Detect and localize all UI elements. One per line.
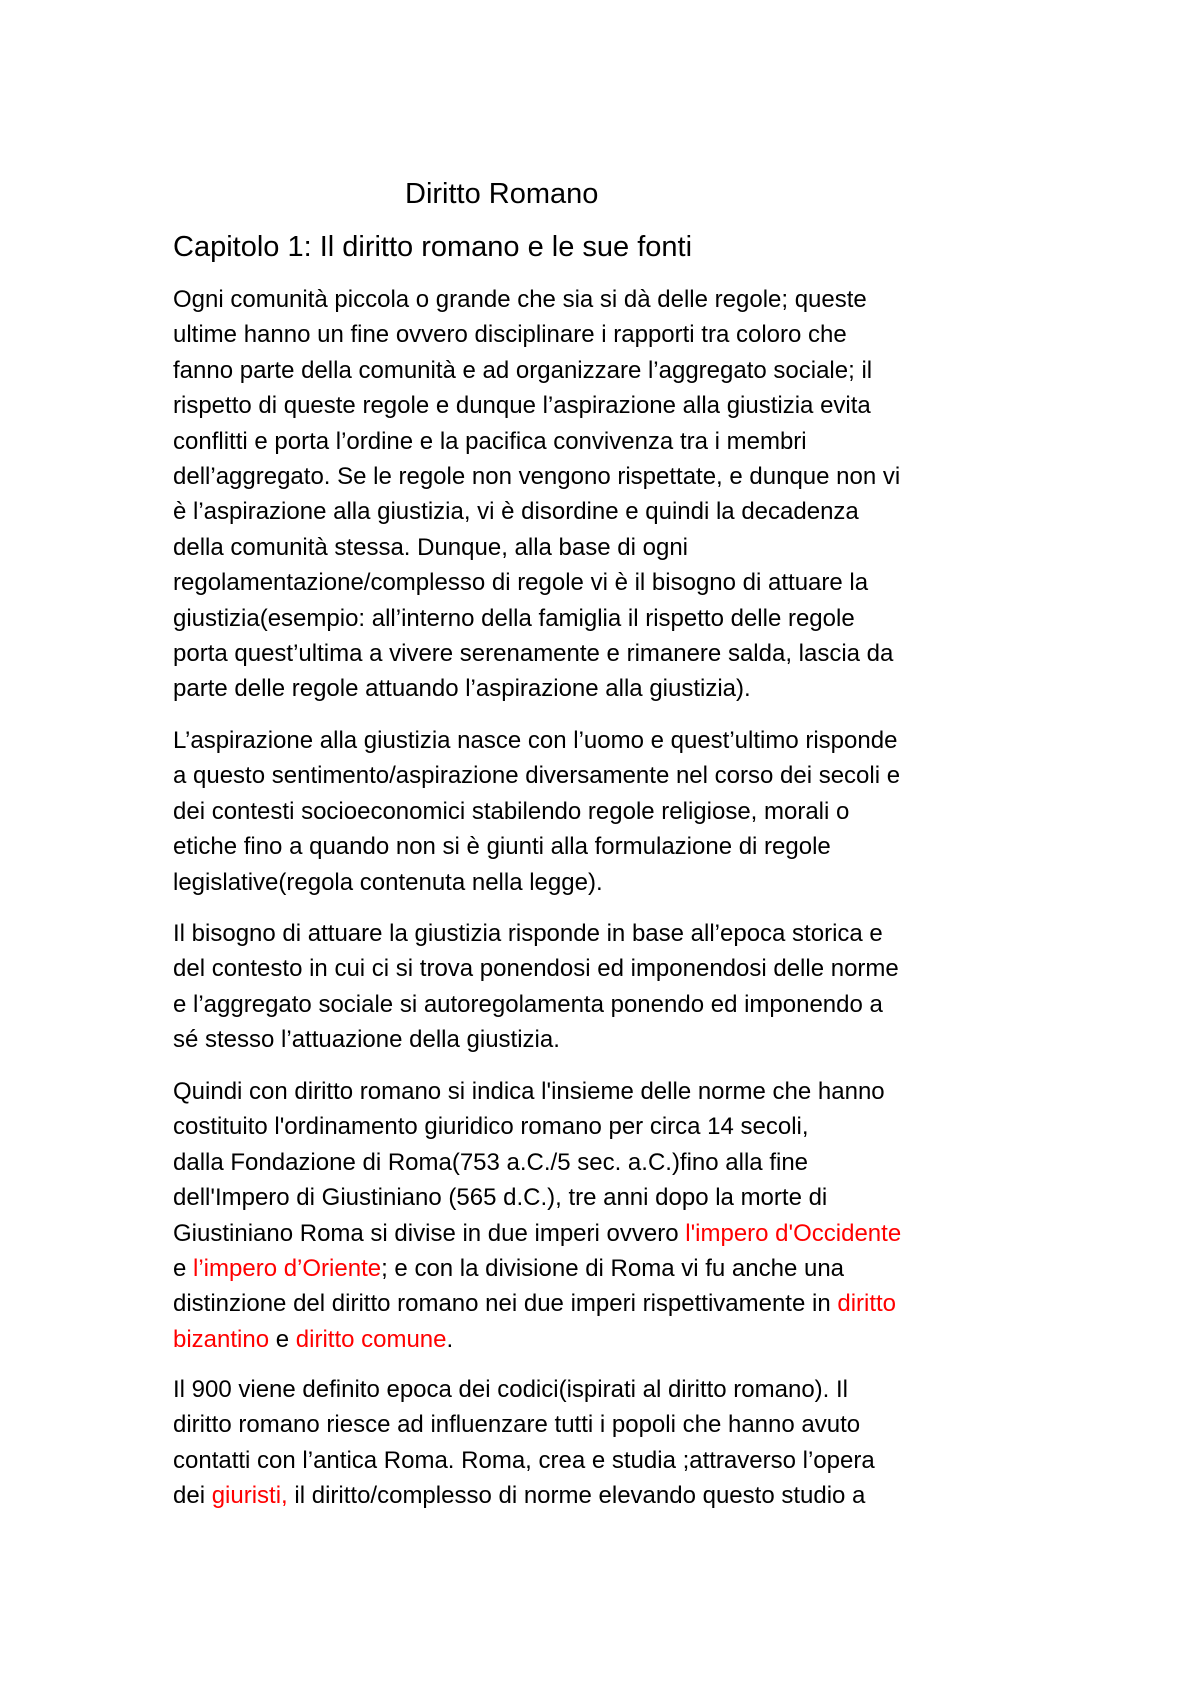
text-run: giustizia(esempio: all’interno della famiglia il rispetto delle regole: [173, 604, 855, 632]
document-title: Diritto Romano: [405, 178, 599, 210]
text-run: Il bisogno di attuare la giustizia risponde in base all’epoca storica e: [173, 920, 883, 947]
text-run: contatti con l’antica Roma. Roma, crea e studia ;attraverso l’opera: [173, 1446, 875, 1474]
text-line: [173, 1286, 901, 1321]
text-line: [173, 723, 900, 758]
text-run: il diritto/complesso di norme elevando questo studio a: [287, 1482, 866, 1510]
text-line: [173, 1443, 875, 1478]
text-line: [173, 317, 900, 352]
text-run: .: [446, 1325, 454, 1353]
paragraph-4: [173, 1074, 901, 1357]
text-line: [173, 951, 899, 986]
text-line: [173, 1145, 901, 1180]
text-run: del contesto in cui ci si trova ponendosi ed imponendosi delle norme: [173, 955, 899, 983]
text-run: Ogni comunità piccola o grande che sia si dà delle regole; queste: [173, 286, 867, 313]
highlighted-term: giuristi,: [211, 1482, 288, 1510]
text-run: dalla Fondazione di Roma(753 a.C./5 sec. a.C.)fino alla fine: [173, 1148, 809, 1176]
text-run: dei contesti socioeconomici stabilendo regole religiose, morali o: [173, 797, 850, 825]
text-line: [173, 353, 900, 388]
text-run: e l’aggregato sociale si autoregolamenta ponendo ed imponendo a: [173, 990, 883, 1018]
highlighted-term: diritto: [837, 1290, 897, 1318]
text-line: [173, 388, 900, 423]
text-line: [173, 671, 900, 706]
text-line: [173, 530, 900, 565]
highlighted-term: l’impero d’Oriente: [193, 1255, 382, 1283]
paragraph-3: [173, 916, 899, 1058]
text-line: [173, 1180, 901, 1215]
text-line: [173, 565, 900, 600]
text-run: parte delle regole attuando l’aspirazione alla giustizia).: [173, 675, 751, 703]
text-run: Giustiniano Roma si divise in due imperi ovvero: [173, 1219, 686, 1247]
text-line: [173, 494, 900, 529]
text-run: dei: [173, 1482, 212, 1510]
paragraph-1: [173, 282, 900, 707]
highlighted-term: bizantino: [173, 1325, 270, 1353]
text-run: ; e con la divisione di Roma vi fu anche una: [381, 1255, 845, 1283]
text-line: [173, 636, 900, 671]
text-run: e: [269, 1325, 296, 1353]
text-run: Quindi con diritto romano si indica l'insieme delle norme che hanno: [173, 1078, 885, 1105]
text-run: regolamentazione/complesso di regole vi è il bisogno di attuare la: [173, 569, 869, 597]
text-line: [173, 829, 900, 864]
text-run: dell'Impero di Giustiniano (565 d.C.), tre anni dopo la morte di: [173, 1184, 828, 1212]
text-line: [173, 1407, 875, 1442]
text-run: costituito l'ordinamento giuridico romano per circa 14 secoli,: [173, 1113, 809, 1141]
text-run: è l’aspirazione alla giustizia, vi è disordine e quindi la decadenza: [173, 498, 859, 526]
text-run: porta quest’ultima a vivere serenamente e rimanere salda, lascia da: [173, 640, 894, 668]
text-line: [173, 987, 899, 1022]
text-run: rispetto di queste regole e dunque l’aspirazione alla giustizia evita: [173, 392, 871, 420]
text-run: dell’aggregato. Se le regole non vengono rispettate, e dunque non vi: [173, 463, 901, 491]
text-line: [173, 424, 900, 459]
text-line: [173, 459, 900, 494]
text-run: distinzione del diritto romano nei due imperi rispettivamente in: [173, 1290, 838, 1318]
text-run: fanno parte della comunità e ad organizzare l’aggregato sociale; il: [173, 356, 873, 384]
paragraph-2: [173, 723, 900, 900]
text-line: [173, 1216, 901, 1251]
text-run: sé stesso l’attuazione della giustizia.: [173, 1026, 560, 1054]
highlighted-term: l'impero d'Occidente: [685, 1219, 902, 1247]
chapter-heading: Capitolo 1: Il diritto romano e le sue fonti: [173, 231, 693, 263]
text-run: ultime hanno un fine ovvero disciplinare i rapporti tra coloro che: [173, 321, 847, 349]
text-line: [173, 758, 900, 793]
paragraph-5: [173, 1372, 875, 1514]
text-line: [173, 794, 900, 829]
text-run: L’aspirazione alla giustizia nasce con l’uomo e quest’ultimo risponde: [173, 727, 898, 754]
text-run: etiche fino a quando non si è giunti alla formulazione di regole: [173, 833, 831, 861]
text-line: [173, 1251, 901, 1286]
text-line: [173, 916, 899, 951]
text-run: conflitti e porta l’ordine e la pacifica convivenza tra i membri: [173, 427, 807, 455]
text-run: Il 900 viene definito epoca dei codici(ispirati al diritto romano). Il: [173, 1376, 849, 1403]
text-line: [173, 1109, 901, 1144]
text-run: della comunità stessa. Dunque, alla base di ogni: [173, 533, 688, 561]
highlighted-term: diritto comune: [295, 1325, 447, 1353]
text-line: [173, 1372, 875, 1407]
text-line: [173, 865, 900, 900]
text-run: a questo sentimento/aspirazione diversamente nel corso dei secoli e: [173, 762, 901, 790]
text-line: [173, 601, 900, 636]
text-run: diritto romano riesce ad influenzare tutti i popoli che hanno avuto: [173, 1411, 861, 1439]
text-line: [173, 1022, 899, 1057]
text-line: [173, 1074, 901, 1109]
text-line: [173, 282, 900, 317]
text-line: [173, 1322, 901, 1357]
text-line: [173, 1478, 875, 1513]
text-run: e: [173, 1255, 194, 1283]
text-run: legislative(regola contenuta nella legge).: [173, 868, 603, 896]
